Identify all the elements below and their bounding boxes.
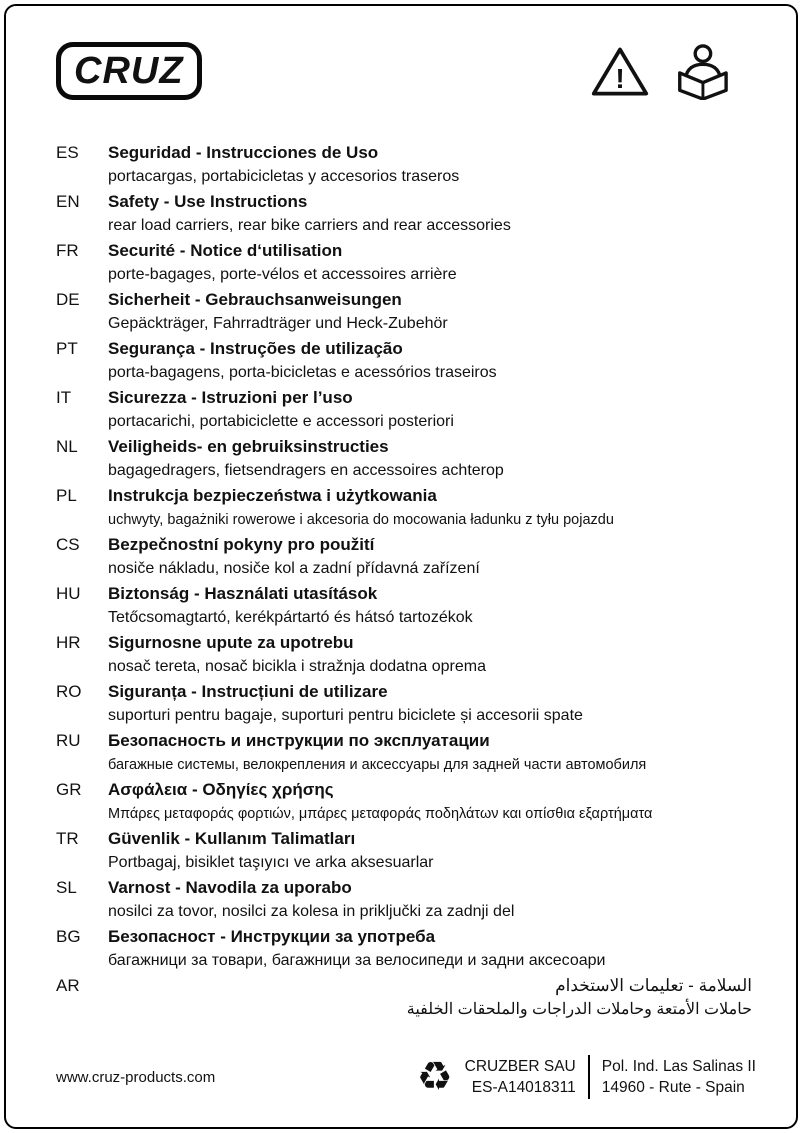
language-row-cs bbox=[56, 533, 752, 582]
footer bbox=[56, 1055, 756, 1099]
language-title: Ασφάλεια - Οδηγίες χρήσης bbox=[108, 780, 334, 799]
footer-divider bbox=[588, 1055, 590, 1099]
language-row-tr bbox=[56, 827, 752, 876]
header bbox=[56, 42, 752, 105]
language-row-en bbox=[56, 190, 752, 239]
language-title: Varnost - Navodila za uporabo bbox=[108, 878, 352, 897]
warning-triangle-icon bbox=[590, 44, 650, 105]
address-line2: 14960 - Rute - Spain bbox=[601, 1079, 745, 1096]
language-subtitle: portacargas, portabicicletas y accesorios traseros bbox=[108, 168, 460, 186]
language-code: AR bbox=[56, 976, 80, 995]
language-title: Безопасность и инструкции по эксплуатации bbox=[108, 731, 490, 750]
language-title: Biztonság - Használati utasítások bbox=[108, 584, 378, 603]
language-title: السلامة - تعليمات الاستخدام bbox=[555, 976, 752, 995]
language-code: PT bbox=[56, 339, 78, 358]
company-registration: ES-A14018311 bbox=[471, 1079, 576, 1096]
language-title: Segurança - Instruções de utilização bbox=[108, 339, 403, 358]
language-code: DE bbox=[56, 290, 80, 309]
language-subtitle: nosilci za tovor, nosilci za kolesa in priključki za zadnji del bbox=[108, 903, 515, 921]
language-title: Safety - Use Instructions bbox=[108, 192, 308, 211]
recycle-icon: ♻ bbox=[416, 1055, 453, 1099]
language-subtitle: nosiče nákladu, nosiče kol a zadní přídavná zařízení bbox=[108, 560, 480, 578]
language-row-es bbox=[56, 141, 752, 190]
svg-text:!: ! bbox=[615, 62, 625, 94]
cruz-logo: CRUZ bbox=[56, 42, 202, 100]
language-code: EN bbox=[56, 192, 80, 211]
language-row-fr bbox=[56, 239, 752, 288]
language-subtitle: rear load carriers, rear bike carriers and rear accessories bbox=[108, 217, 511, 235]
language-title: Siguranța - Instrucțiuni de utilizare bbox=[108, 682, 388, 701]
language-code: CS bbox=[56, 535, 80, 554]
language-code: SL bbox=[56, 878, 77, 897]
language-row-pt bbox=[56, 337, 752, 386]
language-code: ES bbox=[56, 143, 79, 162]
reading-manual-icon bbox=[670, 44, 732, 105]
language-code: BG bbox=[56, 927, 81, 946]
language-title: Güvenlik - Kullanım Talimatları bbox=[108, 829, 356, 848]
website-url: www.cruz-products.com bbox=[56, 1068, 216, 1086]
language-title: Seguridad - Instrucciones de Uso bbox=[108, 143, 379, 162]
language-row-hr bbox=[56, 631, 752, 680]
language-code: HR bbox=[56, 633, 81, 652]
address-line1: Pol. Ind. Las Salinas II bbox=[601, 1058, 756, 1075]
language-code: RU bbox=[56, 731, 81, 750]
language-row-nl bbox=[56, 435, 752, 484]
language-row-de bbox=[56, 288, 752, 337]
language-subtitle: portacarichi, portabiciclette e accessori posteriori bbox=[108, 413, 454, 431]
language-code: RO bbox=[56, 682, 82, 701]
language-title: Securité - Notice d‘utilisation bbox=[108, 241, 343, 260]
language-title: Sicurezza - Istruzioni per l’uso bbox=[108, 388, 353, 407]
language-row-ar bbox=[56, 974, 752, 1023]
header-icons bbox=[590, 44, 732, 105]
language-subtitle: багажници за товари, багажници за велосипеди и задни аксесоари bbox=[108, 952, 606, 970]
language-subtitle: porte-bagages, porte-vélos et accessoires arrière bbox=[108, 266, 457, 284]
language-row-gr bbox=[56, 778, 752, 827]
footer-company-block bbox=[417, 1055, 756, 1099]
language-subtitle: багажные системы, велокрепления и аксессуары для задней части автомобиля bbox=[108, 757, 647, 774]
language-list bbox=[56, 141, 752, 1023]
language-title: Instrukcja bezpieczeństwa i użytkowania bbox=[108, 486, 437, 505]
language-subtitle: حاملات الأمتعة وحاملات الدراجات والملحقات الخلفية bbox=[406, 1001, 752, 1019]
language-code: HU bbox=[56, 584, 81, 603]
language-subtitle: Tetőcsomagtartó, kerékpártartó és hátsó tartozékok bbox=[108, 609, 473, 627]
language-subtitle: porta-bagagens, porta-bicicletas e acessórios traseiros bbox=[108, 364, 497, 382]
language-code: TR bbox=[56, 829, 79, 848]
language-code: GR bbox=[56, 780, 82, 799]
language-subtitle: Gepäckträger, Fahrradträger und Heck-Zubehör bbox=[108, 315, 448, 333]
language-title: Sicherheit - Gebrauchsanweisungen bbox=[108, 290, 402, 309]
language-row-it bbox=[56, 386, 752, 435]
language-subtitle: nosač tereta, nosač bicikla i stražnja dodatna oprema bbox=[108, 658, 486, 676]
language-title: Bezpečnostní pokyny pro použití bbox=[108, 535, 375, 554]
language-title: Sigurnosne upute za upotrebu bbox=[108, 633, 354, 652]
company-name: CRUZBER SAU bbox=[464, 1058, 576, 1075]
language-code: PL bbox=[56, 486, 77, 505]
language-row-bg bbox=[56, 925, 752, 974]
language-subtitle: bagagedragers, fietsendragers en accessoires achterop bbox=[108, 462, 504, 480]
language-title: Безопасност - Инструкции за употреба bbox=[108, 927, 436, 946]
language-code: NL bbox=[56, 437, 78, 456]
language-subtitle: Portbagaj, bisiklet taşıyıcı ve arka aksesuarlar bbox=[108, 854, 434, 872]
language-row-hu bbox=[56, 582, 752, 631]
language-subtitle: suporturi pentru bagaje, suporturi pentru biciclete și accesorii spate bbox=[108, 707, 583, 725]
language-row-sl bbox=[56, 876, 752, 925]
language-title: Veiligheids- en gebruiksinstructies bbox=[108, 437, 389, 456]
language-subtitle: Μπάρες μεταφοράς φορτιών, μπάρες μεταφοράς ποδηλάτων και οπίσθια εξαρτήματα bbox=[108, 806, 653, 823]
language-code: FR bbox=[56, 241, 79, 260]
language-row-pl bbox=[56, 484, 752, 533]
language-row-ru bbox=[56, 729, 752, 778]
language-code: IT bbox=[56, 388, 72, 407]
language-row-ro bbox=[56, 680, 752, 729]
language-subtitle: uchwyty, bagażniki rowerowe i akcesoria do mocowania ładunku z tyłu pojazdu bbox=[108, 512, 614, 529]
